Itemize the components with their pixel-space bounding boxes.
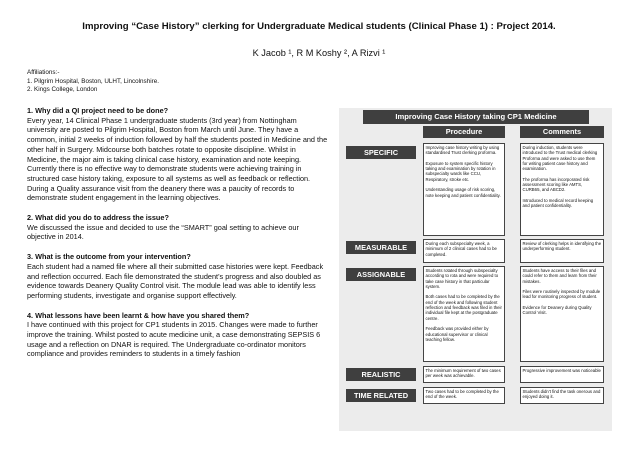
affiliations [27, 69, 159, 95]
procedure-cell-realistic: The minimum requirement of two cases per week was achievable. [423, 366, 505, 383]
comments-column-header: Comments [520, 126, 604, 138]
comments-cell-realistic: Progressive improvement was noticeable [520, 366, 604, 383]
section-body: We discussed the issue and decided to use the “SMART” goal setting to achieve our objective in 2014. [27, 222, 299, 242]
comments-cell-assignable: Students have access to their files and could refer to them and learn from their mistakes. Files were routinely inspected by module lead for monitoring progress of student. Evidence for Deanery during Quality Control Visit. [520, 266, 604, 362]
section-body: Every year, 14 Clinical Phase 1 undergraduate students (3rd year) from Nottingham university are posted to Pilgrim Hospital, Boston from March until June. They have a common, initial 2 weeks of induction followed by half the students posted in Medicine and the other half in Surgery. Midcourse both batches rotate to opposite discipline. Whilst in Medicine, the major aim is taking clinical case history, examination and note keeping. Currently there is no effective way to demonstrate students were achieving training in structured case history taking, exposure to all systems as well as feedback or reflection. During a Quality assurance visit from the deanery there was a paucity of records to demonstrate student engagement in the learning objectives. [27, 115, 328, 203]
section-question: 4. What lessons have been learnt & how have you shared them? [27, 310, 250, 320]
row-label-realistic: REALISTIC [346, 368, 416, 381]
section-question: 1. Why did a QI project need to be done? [27, 106, 169, 115]
row-label-time-related: TIME RELATED [346, 389, 416, 402]
section-question: 3. What is the outcome from your intervention? [27, 252, 191, 262]
procedure-column-header: Procedure [423, 126, 505, 138]
section-why [27, 106, 329, 203]
procedure-cell-assignable: Students rotated through subspecialty according to rota and were required to take case history in that particular system. Both cases had to be completed by the end of the week and following student reflection and feedback was filed in their individual file kept at the postgraduate centre. Feedback was provided either by educational supervisor or clinical teaching fellow. [423, 266, 505, 362]
section-outcome [27, 252, 329, 301]
affiliations-heading: Affiliations:- [27, 69, 60, 76]
row-label-measurable: MEASURABLE [346, 241, 416, 254]
row-label-specific: SPECIFIC [346, 146, 416, 159]
procedure-cell-measurable: During each subspecialty week, a minimum of 2 clinical cases had to be completed. [423, 239, 505, 263]
procedure-cell-specific: Improving case history writing by using standardised Trust clerking proforma. Exposure to system specific history taking and examination by rotation in subspecialty wards like CCU, Respiratory, stroke etc. Understanding usage of risk scoring, note keeping and patient confidentiality. [423, 143, 505, 236]
smart-panel [339, 108, 612, 431]
section-lessons [27, 311, 329, 360]
section-body: I have continued with this project for CP1 students in 2015. Changes were made to further improve the training. Whilst posted to acute medicine unit, a case demonstrating SEPSIS 6 usage and a reflection on DNAR is required. The Undergraduate co-ordinator monitors compliance and provides reminders to students in a timely fashion [27, 320, 321, 359]
comments-cell-time-related: Students didn’t find the task onerous and enjoyed doing it. [520, 387, 604, 404]
row-label-assignable: ASSIGNABLE [346, 268, 416, 281]
affiliation-item: 1. Pilgrim Hospital, Boston, ULHT, Lincolnshire. [27, 77, 159, 85]
affiliation-item: 2. Kings College, London [27, 86, 98, 94]
poster-title: Improving “Case History” clerking for Undergraduate Medical students (Clinical Phase 1) : Project 2014. [82, 21, 556, 32]
question-sections [27, 106, 329, 369]
procedure-cell-time-related: Two cases had to be completed by the end of the week. [423, 387, 505, 404]
section-question: 2. What did you do to address the issue? [27, 213, 169, 223]
comments-cell-specific: During induction, students were introduced to the Trust medical clerking Proforma and were asked to use them for writing patient case history and examination. The proforma has incorporated risk assessment scoring like AMTS, CURB65, and ABCD2. Introduced to medical record keeping and patient confidentiality. [520, 143, 604, 236]
section-what-did [27, 213, 329, 242]
section-body: Each student had a named file where all their submitted case histories were kept. Feedback and reflection occurred. Each file demonstrated the student’s progress and also doubled as evidence towards Deanery Quality Control visit. The module lead was able to identify less performing students, investigate and organise support effectively. [27, 261, 324, 300]
comments-cell-measurable: Review of clerking helps in identifying the underperforming student. [520, 239, 604, 263]
panel-title: Improving Case History taking CP1 Medicine [363, 110, 589, 124]
author-list: K Jacob ¹, R M Koshy ², A Rizvi ¹ [252, 48, 386, 58]
